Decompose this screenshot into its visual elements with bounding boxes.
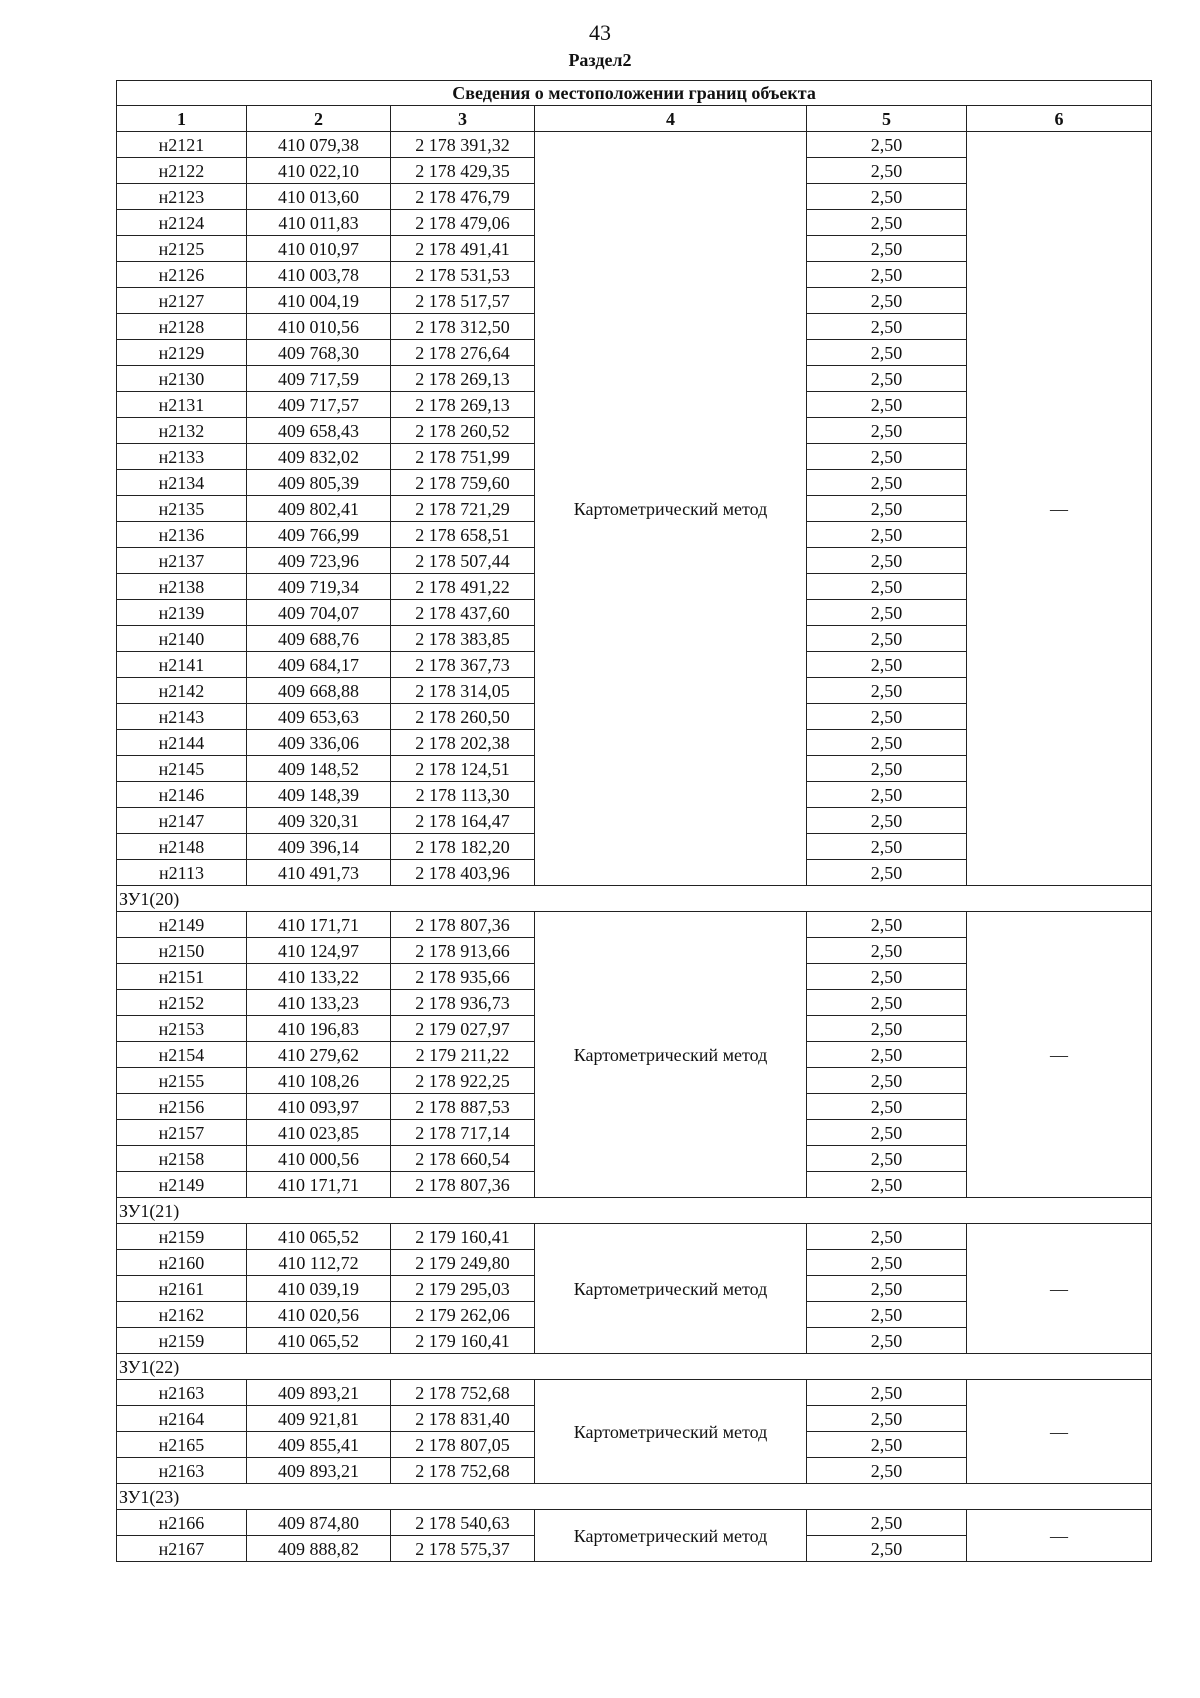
coord-y: 2 179 262,06 [391,1302,535,1328]
coord-y: 2 178 721,29 [391,496,535,522]
group-label: ЗУ1(21) [117,1198,1152,1224]
point-id: н2136 [117,522,247,548]
point-id: н2156 [117,1094,247,1120]
coord-x: 409 704,07 [247,600,391,626]
coord-y: 2 179 160,41 [391,1328,535,1354]
coord-x: 410 171,71 [247,912,391,938]
coord-y: 2 178 936,73 [391,990,535,1016]
coord-x: 410 065,52 [247,1224,391,1250]
precision-value: 2,50 [807,158,967,184]
precision-value: 2,50 [807,704,967,730]
precision-value: 2,50 [807,964,967,990]
precision-value: 2,50 [807,860,967,886]
table-title: Сведения о местоположении границ объекта [117,81,1152,106]
precision-value: 2,50 [807,756,967,782]
coord-y: 2 178 507,44 [391,548,535,574]
column-header: 6 [967,106,1152,132]
point-id: н2167 [117,1536,247,1562]
section-title: Раздел2 [568,50,632,70]
coord-y: 2 178 314,05 [391,678,535,704]
precision-value: 2,50 [807,392,967,418]
point-id: н2113 [117,860,247,886]
precision-value: 2,50 [807,418,967,444]
coord-y: 2 178 383,85 [391,626,535,652]
coord-x: 410 133,23 [247,990,391,1016]
method-cell: Картометрический метод [535,1510,807,1562]
precision-value: 2,50 [807,1432,967,1458]
col6-cell: — [967,132,1152,886]
coord-x: 409 832,02 [247,444,391,470]
coord-y: 2 178 260,52 [391,418,535,444]
coord-y: 2 179 160,41 [391,1224,535,1250]
point-id: н2163 [117,1458,247,1484]
coord-y: 2 178 887,53 [391,1094,535,1120]
coord-y: 2 178 182,20 [391,834,535,860]
coord-x: 410 171,71 [247,1172,391,1198]
col6-cell: — [967,912,1152,1198]
precision-value: 2,50 [807,626,967,652]
point-id: н2125 [117,236,247,262]
coord-x: 410 491,73 [247,860,391,886]
coord-y: 2 178 491,22 [391,574,535,600]
column-header: 3 [391,106,535,132]
coord-x: 409 148,52 [247,756,391,782]
coord-x: 410 003,78 [247,262,391,288]
coord-x: 409 766,99 [247,522,391,548]
precision-value: 2,50 [807,730,967,756]
point-id: н2154 [117,1042,247,1068]
coord-x: 409 320,31 [247,808,391,834]
coord-x: 409 396,14 [247,834,391,860]
coord-x: 409 684,17 [247,652,391,678]
column-header: 1 [117,106,247,132]
coord-y: 2 178 922,25 [391,1068,535,1094]
precision-value: 2,50 [807,1224,967,1250]
precision-value: 2,50 [807,1094,967,1120]
point-id: н2160 [117,1250,247,1276]
coord-y: 2 178 312,50 [391,314,535,340]
coord-x: 409 723,96 [247,548,391,574]
point-id: н2158 [117,1146,247,1172]
coord-y: 2 178 269,13 [391,392,535,418]
point-id: н2159 [117,1224,247,1250]
coord-x: 409 668,88 [247,678,391,704]
point-id: н2128 [117,314,247,340]
point-id: н2123 [117,184,247,210]
precision-value: 2,50 [807,1510,967,1536]
coord-y: 2 179 295,03 [391,1276,535,1302]
coord-x: 410 279,62 [247,1042,391,1068]
coord-x: 410 079,38 [247,132,391,158]
precision-value: 2,50 [807,444,967,470]
coord-x: 410 023,85 [247,1120,391,1146]
precision-value: 2,50 [807,132,967,158]
point-id: н2153 [117,1016,247,1042]
precision-value: 2,50 [807,1068,967,1094]
coord-y: 2 178 831,40 [391,1406,535,1432]
point-id: н2134 [117,470,247,496]
column-header-row [117,106,1152,132]
point-id: н2132 [117,418,247,444]
coord-x: 410 022,10 [247,158,391,184]
coord-y: 2 178 540,63 [391,1510,535,1536]
point-id: н2150 [117,938,247,964]
point-id: н2163 [117,1380,247,1406]
point-id: н2157 [117,1120,247,1146]
coord-y: 2 178 807,36 [391,1172,535,1198]
group-label: ЗУ1(22) [117,1354,1152,1380]
coord-x: 409 658,43 [247,418,391,444]
table-row [117,912,1152,938]
coord-y: 2 178 717,14 [391,1120,535,1146]
group-label: ЗУ1(23) [117,1484,1152,1510]
precision-value: 2,50 [807,1276,967,1302]
precision-value: 2,50 [807,1328,967,1354]
coord-y: 2 178 752,68 [391,1380,535,1406]
coord-x: 409 688,76 [247,626,391,652]
coord-x: 410 013,60 [247,184,391,210]
point-id: н2166 [117,1510,247,1536]
coord-y: 2 178 531,53 [391,262,535,288]
point-id: н2135 [117,496,247,522]
coord-x: 409 802,41 [247,496,391,522]
point-id: н2131 [117,392,247,418]
point-id: н2149 [117,1172,247,1198]
point-id: н2151 [117,964,247,990]
table-body [117,132,1152,1562]
precision-value: 2,50 [807,340,967,366]
point-id: н2139 [117,600,247,626]
point-id: н2122 [117,158,247,184]
precision-value: 2,50 [807,1120,967,1146]
group-label-row [117,1484,1152,1510]
coord-y: 2 178 429,35 [391,158,535,184]
coord-y: 2 178 403,96 [391,860,535,886]
coord-x: 409 148,39 [247,782,391,808]
precision-value: 2,50 [807,808,967,834]
coord-y: 2 178 367,73 [391,652,535,678]
coord-x: 409 805,39 [247,470,391,496]
coord-x: 410 093,97 [247,1094,391,1120]
point-id: н2146 [117,782,247,808]
precision-value: 2,50 [807,1458,967,1484]
precision-value: 2,50 [807,522,967,548]
method-cell: Картометрический метод [535,912,807,1198]
precision-value: 2,50 [807,262,967,288]
coord-y: 2 178 260,50 [391,704,535,730]
point-id: н2141 [117,652,247,678]
coord-y: 2 178 807,05 [391,1432,535,1458]
coord-x: 409 336,06 [247,730,391,756]
point-id: н2152 [117,990,247,1016]
coord-x: 410 011,83 [247,210,391,236]
precision-value: 2,50 [807,1302,967,1328]
method-cell: Картометрический метод [535,1380,807,1484]
precision-value: 2,50 [807,782,967,808]
precision-value: 2,50 [807,912,967,938]
coord-y: 2 178 751,99 [391,444,535,470]
col6-cell: — [967,1510,1152,1562]
coord-x: 409 893,21 [247,1458,391,1484]
coord-x: 410 196,83 [247,1016,391,1042]
coord-x: 409 719,34 [247,574,391,600]
coord-y: 2 178 269,13 [391,366,535,392]
point-id: н2162 [117,1302,247,1328]
precision-value: 2,50 [807,990,967,1016]
coord-x: 410 124,97 [247,938,391,964]
coord-x: 410 010,97 [247,236,391,262]
coord-y: 2 179 249,80 [391,1250,535,1276]
point-id: н2143 [117,704,247,730]
precision-value: 2,50 [807,938,967,964]
table-title-row [117,81,1152,106]
precision-value: 2,50 [807,184,967,210]
point-id: н2138 [117,574,247,600]
precision-value: 2,50 [807,1250,967,1276]
group-label-row [117,886,1152,912]
precision-value: 2,50 [807,236,967,262]
point-id: н2148 [117,834,247,860]
boundary-table [116,80,1152,1562]
precision-value: 2,50 [807,210,967,236]
column-header: 5 [807,106,967,132]
group-label: ЗУ1(20) [117,886,1152,912]
coord-y: 2 178 391,32 [391,132,535,158]
coord-x: 409 717,57 [247,392,391,418]
coord-x: 410 039,19 [247,1276,391,1302]
method-cell: Картометрический метод [535,1224,807,1354]
coord-y: 2 178 491,41 [391,236,535,262]
coord-x: 409 893,21 [247,1380,391,1406]
precision-value: 2,50 [807,1042,967,1068]
precision-value: 2,50 [807,834,967,860]
point-id: н2149 [117,912,247,938]
coord-y: 2 178 437,60 [391,600,535,626]
coord-y: 2 178 752,68 [391,1458,535,1484]
point-id: н2155 [117,1068,247,1094]
precision-value: 2,50 [807,1016,967,1042]
coord-y: 2 178 935,66 [391,964,535,990]
coord-x: 409 921,81 [247,1406,391,1432]
coord-y: 2 179 027,97 [391,1016,535,1042]
point-id: н2147 [117,808,247,834]
coord-x: 409 653,63 [247,704,391,730]
precision-value: 2,50 [807,678,967,704]
precision-value: 2,50 [807,496,967,522]
precision-value: 2,50 [807,600,967,626]
col6-cell: — [967,1380,1152,1484]
coord-x: 410 065,52 [247,1328,391,1354]
precision-value: 2,50 [807,470,967,496]
coord-x: 410 010,56 [247,314,391,340]
method-cell: Картометрический метод [535,132,807,886]
coord-x: 409 874,80 [247,1510,391,1536]
coord-x: 409 855,41 [247,1432,391,1458]
point-id: н2129 [117,340,247,366]
precision-value: 2,50 [807,288,967,314]
point-id: н2121 [117,132,247,158]
point-id: н2127 [117,288,247,314]
point-id: н2161 [117,1276,247,1302]
table-row [117,1380,1152,1406]
point-id: н2145 [117,756,247,782]
coord-y: 2 178 575,37 [391,1536,535,1562]
coord-y: 2 178 660,54 [391,1146,535,1172]
group-label-row [117,1354,1152,1380]
point-id: н2140 [117,626,247,652]
point-id: н2142 [117,678,247,704]
coord-y: 2 178 113,30 [391,782,535,808]
precision-value: 2,50 [807,548,967,574]
coord-y: 2 178 124,51 [391,756,535,782]
coord-y: 2 178 913,66 [391,938,535,964]
coord-x: 410 000,56 [247,1146,391,1172]
point-id: н2137 [117,548,247,574]
coord-y: 2 178 658,51 [391,522,535,548]
coord-x: 410 020,56 [247,1302,391,1328]
precision-value: 2,50 [807,1406,967,1432]
precision-value: 2,50 [807,1172,967,1198]
coord-y: 2 178 202,38 [391,730,535,756]
coord-x: 409 768,30 [247,340,391,366]
coord-x: 409 888,82 [247,1536,391,1562]
group-label-row [117,1198,1152,1224]
precision-value: 2,50 [807,1380,967,1406]
coord-y: 2 179 211,22 [391,1042,535,1068]
point-id: н2144 [117,730,247,756]
coord-x: 410 133,22 [247,964,391,990]
col6-cell: — [967,1224,1152,1354]
precision-value: 2,50 [807,652,967,678]
column-header: 4 [535,106,807,132]
point-id: н2159 [117,1328,247,1354]
precision-value: 2,50 [807,1146,967,1172]
coord-y: 2 178 476,79 [391,184,535,210]
coord-y: 2 178 759,60 [391,470,535,496]
coord-y: 2 178 479,06 [391,210,535,236]
table-row [117,1510,1152,1536]
point-id: н2164 [117,1406,247,1432]
page-number: 43 [589,20,611,45]
point-id: н2126 [117,262,247,288]
precision-value: 2,50 [807,366,967,392]
coord-x: 409 717,59 [247,366,391,392]
point-id: н2165 [117,1432,247,1458]
table-row [117,1224,1152,1250]
point-id: н2130 [117,366,247,392]
table-row [117,132,1152,158]
coord-y: 2 178 517,57 [391,288,535,314]
point-id: н2133 [117,444,247,470]
precision-value: 2,50 [807,1536,967,1562]
coord-x: 410 112,72 [247,1250,391,1276]
point-id: н2124 [117,210,247,236]
coord-x: 410 108,26 [247,1068,391,1094]
column-header: 2 [247,106,391,132]
coord-y: 2 178 276,64 [391,340,535,366]
precision-value: 2,50 [807,574,967,600]
coord-y: 2 178 164,47 [391,808,535,834]
precision-value: 2,50 [807,314,967,340]
coord-y: 2 178 807,36 [391,912,535,938]
coord-x: 410 004,19 [247,288,391,314]
